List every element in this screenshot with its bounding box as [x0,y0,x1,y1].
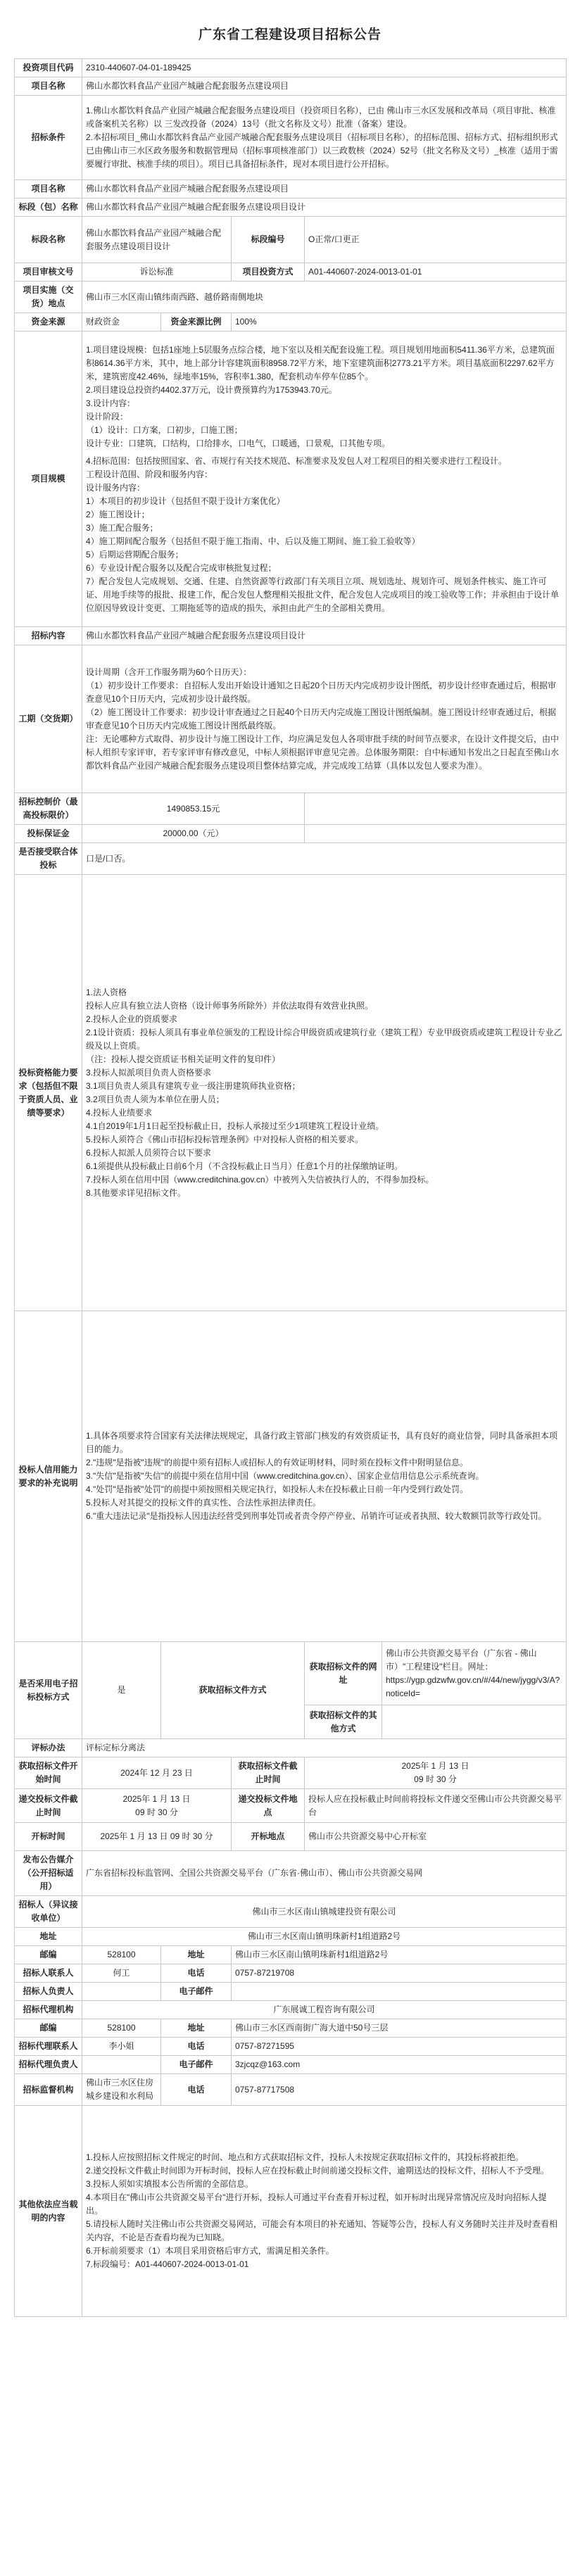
value-address: 佛山市三水区南山镇明珠新村1组道路2号 [82,1928,567,1946]
value-supervisor-phone: 0757-87717508 [232,2074,567,2106]
credit-req-line: 3."失信"是指被"失信"的前提中须在信用中国（www.creditchina.gov.cn）、国家企业信用信息公示系统查询。 [86,1471,484,1481]
label-consortium: 是否接受联合体投标 [15,843,82,875]
scale-line: 7）配合发包人完成规划、交通、住建、自然资源等行政部门有关项目立项、规划选址、规划许可、规划条件核实、施工许可证、用地手续等的报批、报建工作，配合发包人整理相关报批文件，配合发包人完成项目的竣工验收等工作；并承担由于设计单位原因导致设计变更、工期拖延等的造成的损失，承担由此产生的全部相关费用。 [86,576,560,613]
value-agency: 广东展诚工程咨询有限公司 [82,2001,567,2019]
row-bid-deadline [15,1789,567,1823]
label-section-code: 标段编号 [232,217,305,263]
bid-deadline-time: 09 时 30 分 [135,1807,178,1817]
label-agency-email: 电子邮件 [161,2056,232,2074]
other-line: 1.投标人应按照招标文件规定的时间、地点和方式获取招标文件，投标人未按规定获取招标文件的，其投标将被拒绝。 [86,2152,524,2162]
scale-line: 6）专业设计配合服务以及配合完成审核批复过程； [86,562,277,573]
label-principal: 招标人负责人 [15,1983,82,2001]
scale-line: 3.设计内容： [86,398,136,408]
period-line: 设计周期（含开工作服务期为60个日历天）： [86,667,252,677]
value-tenderee: 佛山市三水区南山镇城建投资有限公司 [82,1896,567,1928]
row-tenderee [15,1896,567,1928]
row-tender-name [15,198,567,217]
row-deposit [15,825,567,843]
value-conditions [82,96,567,180]
page-title: 广东省工程建设项目招标公告 [198,27,382,42]
value-agency-email: 3zjcqz@163.com [232,2056,567,2074]
row-eval-method [15,1739,567,1757]
credit-req-line: 1.具体各项要求符合国家有关法律法规规定，具备行政主管部门核发的有效资质证书，具有良好的商业信誉，同时具备承担本项目的能力。 [86,1431,558,1454]
value-principal [82,1983,161,2001]
scale-line: 2）施工图设计； [86,509,150,519]
value-agency-contact: 李小姐 [82,2038,161,2056]
label-address-2: 地址 [161,1946,232,1964]
value-bidder-req [82,875,567,1311]
row-supervisor [15,2074,567,2106]
bidder-req-line: 2.1设计资质：投标人须具有事业单位颁发的工程设计综合甲级资质或建筑行业（建筑工程）专业甲级资质或建筑工程设计专业乙级及以上资质。 [86,1027,562,1051]
value-credit-req [82,1311,567,1642]
row-e-bid-1 [15,1642,567,1705]
label-fund-source: 资金来源 [15,313,82,332]
label-agency-contact: 招标代理联系人 [15,2038,82,2056]
label-tenderee: 招标人（异议接收单位） [15,1896,82,1928]
label-email: 电子邮件 [161,1983,232,2001]
row-credit-req [15,1311,567,1642]
value-section-code: O正常/口更正 [305,217,567,263]
value-approval-type: A01-440607-2024-0013-01-01 [305,263,567,282]
bidder-req-line: 3.投标人拟派项目负责人资格要求 [86,1067,212,1078]
credit-req-line: 6."重大违法记录"是指投标人因违法经营受到刑事处罚或者责令停产停业、吊销许可证或者执照、较大数额罚款等行政处罚。 [86,1511,547,1521]
value-phone: 0757-87219708 [232,1964,567,1983]
value-control-price: 1490853.15元 [82,793,305,825]
bidder-req-line: （注：投标人提交资质证书相关证明文件的复印件） [86,1054,281,1064]
row-bidder-req [15,875,567,1311]
row-period [15,645,567,793]
scale-line: 1）本项目的初步设计（包括但不限于设计方案优化） [86,495,285,506]
other-line: 2.递交投标文件截止时间即为开标时间，投标人应在投标截止时间前递交投标文件，逾期送达的投标文件，招标人不予受理。 [86,2166,550,2176]
label-postcode: 邮编 [15,1946,82,1964]
label-control-price: 招标控制价（最高投标限价） [15,793,82,825]
row-publish-media [15,1851,567,1896]
value-supervisor: 佛山市三水区住房城乡建设和水利局 [82,2074,161,2106]
label-publish-media: 发布公告媒介（公开招标适用） [15,1851,82,1896]
value-eval-method: 评标定标分离法 [82,1739,567,1757]
value-bid-deadline [82,1789,232,1823]
bidder-req-line: 1.法人资格 [86,987,127,997]
label-supervisor-phone: 电话 [161,2074,232,2106]
value-fund-ratio: 100% [232,313,567,332]
scale-line: 1.项目建设规模：包括1座地上5层服务点综合楼，地下室以及相关配套设施工程。项目规划用地面积5411.36平方米，总建筑面积8614.36平方米，其中，地上部分计容建筑面积8958.72平方米，地下室建筑面积2773.21平方米。项目基底面积2297.62平方米，建筑密度42.46%，绿地率15%，容积率1.380，配套机动车停车位85个。 [86,344,555,381]
value-location: 佛山市三水区南山镇纬南西路、越侨路南侧地块 [82,282,567,313]
value-project-name: 佛山水都饮料食品产业园产城融合配套服务点建设项目 [82,77,567,96]
row-open [15,1823,567,1851]
label-open-time: 开标时间 [15,1823,82,1851]
bidder-req-line: 6.投标人拟派人员须符合以下要求 [86,1147,212,1158]
control-price-blank [305,793,567,825]
label-deposit: 投标保证金 [15,825,82,843]
value-period [82,645,567,793]
scale-line: 工程设计范围、阶段和服务内容： [86,469,213,479]
label-fund-ratio: 资金来源比例 [161,313,232,332]
label-contact: 招标人联系人 [15,1964,82,1983]
scale-line: 4）施工期间配合服务（包括但不限于施工指南、中、后以及施工期间、施工验工验收等） [86,536,420,546]
scale-line: 5）后期运营期配合服务； [86,549,184,560]
bidder-req-line: 4.1自2019年1月1日起至投标截止日，投标人承接过至少1项建筑工程设计业绩。 [86,1120,384,1131]
row-consortium [15,843,567,875]
value-e-bid-other [382,1705,567,1739]
period-line: （1）初步设计工作要求：自招标人发出开始设计通知之日起20个日历天内完成初步设计图纸，初步设计经审查通过后，根据审查意见10个日历天内，完成初步设计最终版。 [86,680,557,704]
credit-req-line: 4."处罚"是指被"处罚"的前提中须按照相关规定执行，如投标人未在投标截止日前一年内受到行政处罚。 [86,1484,469,1494]
row-doc-times [15,1757,567,1789]
value-agency-postcode: 528100 [82,2019,161,2038]
label-agency-address: 地址 [161,2019,232,2038]
value-doc-end [305,1757,567,1789]
value-address-2: 佛山市三水区南山镇明珠新村1组道路2号 [232,1946,567,1964]
label-other: 其他依法应当载明的内容 [15,2106,82,2317]
label-credit-req: 投标人信用能力要求的补充说明 [15,1311,82,1642]
label-section-name: 标段名称 [15,217,82,263]
label-location: 项目实施（交货）地点 [15,282,82,313]
label-bid-deadline: 递交投标文件截止时间 [15,1789,82,1823]
row-control-price [15,793,567,825]
bidder-req-line: 3.1项目负责人须具有建筑专业一级注册建筑师执业资格； [86,1080,301,1091]
label-project-name: 项目名称 [15,77,82,96]
row-approval [15,263,567,282]
value-fund-source: 财政资金 [82,313,161,332]
label-doc-end: 获取招标文件截止时间 [232,1757,305,1789]
period-line: （2）施工图设计工作要求：初步设计审查通过之日起40个日历天内完成施工图设计图纸编制。施工图设计经审查通过后，根据审查意见10个日历天内完成施工图设计图纸最终版。 [86,707,557,731]
bidder-req-line: 5.投标人须符合《佛山市招标投标管理条例》中对投标人资格的相关要求。 [86,1134,364,1144]
bidder-req-line: 8.其他要求详见招标文件。 [86,1187,187,1198]
conditions-line: 1.佛山水都饮料食品产业园产城融合配套服务点建设项目（投资项目名称），已由 佛山市三水区发展和改革局（项目审批、核准或备案机关名称）以 三发改投备（2024）13号（批文名称及文号）批准（备案）建设。 [86,106,556,129]
label-conditions: 招标条件 [15,96,82,180]
value-contact: 何工 [82,1964,161,1983]
value-e-bid: 是 [82,1642,161,1739]
value-doc-start: 2024年 12 月 23 日 [82,1757,232,1789]
row-agency [15,2001,567,2019]
bidder-req-line: 投标人应具有独立法人资格（设计师事务所除外）并依法取得有效营业执照。 [86,1000,374,1011]
label-approval-doc: 项目审核文号 [15,263,82,282]
scale-line: 3）施工配合服务； [86,522,158,533]
row-agency-principal [15,2056,567,2074]
row-contact [15,1964,567,1983]
value-email [232,1983,567,2001]
label-agency: 招标代理机构 [15,2001,82,2019]
row-location [15,282,567,313]
scale-line: 设计专业：口建筑，口结构，口给排水，口电气，口暖通，口景观，口其他专项。 [86,438,391,448]
scale-line: （1）设计：口方案，口初步，口施工图； [86,424,243,435]
value-tender-type-lab: 诉讼标准 [82,263,232,282]
value-tender-name: 佛山水都饮料食品产业园产城融合配套服务点建设项目设计 [82,198,567,217]
label-eval-method: 评标办法 [15,1739,82,1757]
label-scale: 项目规模 [15,332,82,627]
row-scale [15,332,567,627]
scale-line: 设计阶段： [86,411,129,422]
row-other [15,2106,567,2317]
other-line: 3.投标人须如实填报本公告所需的全部信息。 [86,2179,254,2189]
label-tender-name: 标段（包）名称 [15,198,82,217]
doc-end-date: 2025年 1 月 13 日 [401,1761,469,1771]
value-section-name: 佛山水都饮料食品产业园产城融合配套服务点建设项目设计 [82,217,232,263]
notice-table [14,58,567,2317]
label-e-bid-place-group: 获取招标文件方式 [161,1642,305,1739]
credit-req-line: 2."违规"是指被"违规"的前提中须有招标人或招标人的有效证明材料，同时须在投标文件中附明显信息。 [86,1458,469,1467]
label-open-place: 开标地点 [232,1823,305,1851]
bidder-req-line: 6.1须提供从投标截止日前6个月（不含投标截止日当月）任意1个月的社保缴纳证明。 [86,1161,403,1171]
value-project-full-name: 佛山水都饮料食品产业园产城融合配套服务点建设项目 [82,180,567,198]
row-agency-contact [15,2038,567,2056]
row-postcode [15,1946,567,1964]
label-e-bid: 是否采用电子招标投标方式 [15,1642,82,1739]
value-agency-address: 佛山市三水区西南街广海大道中50号三层 [232,2019,567,2038]
value-deposit: 20000.00（元） [82,825,305,843]
value-postcode: 528100 [82,1946,161,1964]
row-code [15,59,567,77]
credit-req-line: 5.投标人对其提交的投标文件的真实性、合法性承担法律责任。 [86,1498,322,1508]
value-scope: 佛山水都饮料食品产业园产城融合配套服务点建设项目设计 [82,627,567,645]
conditions-line: 2.本招标项目_佛山水都饮料食品产业园产城融合配套服务点建设项目（招标项目名称），的招标范围、招标方式、招标组织形式已由佛山市三水区政务服务和数据管理局（招标事项核准部门）以三政数核（2024）52号（批文名称及文号）_核准（适用于需要履行审批、核准手续的项目）。项目已具备招标条件，现对本项目进行公开招标。 [86,132,558,169]
value-e-bid-place[interactable] [382,1642,567,1705]
row-section [15,217,567,263]
row-project-name [15,77,567,96]
bid-deadline-date: 2025年 1 月 13 日 [122,1793,191,1804]
doc-end-time: 09 时 30 分 [414,1774,457,1784]
e-bid-place-link[interactable]: 佛山市公共资源交易平台（广东省 - 佛山市）"工程建设"栏目。网址：https://ygp.gdzwfw.gov.cn/#/44/new/jygg/v3/A?noticeId= [386,1648,560,1698]
bidder-req-line: 7.投标人须在信用中国（www.creditchina.gov.cn）中被列入失信被执行人的，不得参加投标。 [86,1174,434,1185]
label-supervisor: 招标监督机构 [15,2074,82,2106]
value-agency-principal [82,2056,161,2074]
label-scope: 招标内容 [15,627,82,645]
value-code: 2310-440607-04-01-189425 [82,59,567,77]
bidder-req-line: 2.投标人企业的资质要求 [86,1014,178,1024]
row-project-full-name [15,180,567,198]
other-line: 5.请投标人随时关注佛山市公共资源交易网站，可能会有本项目的补充通知、答疑等公告，投标人有义务随时关注并及时查看相关内容，不论是否查看均视为已知晓。 [86,2219,558,2242]
value-consortium: 口是/口否。 [82,843,567,875]
label-code: 投资项目代码 [15,59,82,77]
label-doc-start: 获取招标文件开始时间 [15,1757,82,1789]
label-e-bid-other: 获取招标文件的其他方式 [305,1705,382,1739]
scale-line: 2.项目建设总投资约4402.37万元，设计费预算约为1753943.70元。 [86,384,337,395]
row-agency-address [15,2019,567,2038]
label-agency-postcode: 邮编 [15,2019,82,2038]
notice-page [14,0,566,2317]
value-publish-media: 广东省招标投标监管网、全国公共资源交易平台（广东省·佛山市）、佛山市公共资源交易网 [82,1851,567,1896]
period-line: 注：无论哪种方式取得、初步设计与施工图设计工作，均应满足发包人各项审批手续的时间节点要求，在设计文件提交后，由中标人组织专家评审，若专家评审有修改意见，中标人须根据评审意见完善。总体服务期限：自中标通知书发出之日起直至佛山水都饮料食品产业园产城融合配套服务点建设项目整体结算完成，并完成竣工结算（具体以发包人要求为准）。 [86,733,560,771]
row-scope [15,627,567,645]
label-agency-phone: 电话 [161,2038,232,2056]
other-line: 6.开标前须要求（1）本项目采用资格后审方式，需满足相关条件。 [86,2246,334,2256]
value-open-time: 2025年 1 月 13 日 09 时 30 分 [82,1823,232,1851]
value-agency-phone: 0757-87271595 [232,2038,567,2056]
value-scale [82,332,567,627]
label-agency-principal: 招标代理负责人 [15,2056,82,2074]
row-fund [15,313,567,332]
bidder-req-line: 4.投标人业绩要求 [86,1107,153,1118]
label-bid-place: 递交投标文件地点 [232,1789,305,1823]
scale-line: 4.招标范围：包括按照国家、省、市规行有关技术规范、标准要求及发包人对工程项目的相关要求进行工程设计。 [86,455,508,466]
label-phone: 电话 [161,1964,232,1983]
other-line: 7.标段编号：A01-440607-2024-0013-01-01 [86,2259,249,2269]
value-other [82,2106,567,2317]
row-address [15,1928,567,1946]
label-bidder-req: 投标资格能力要求（包括但不限于资质人员、业绩等要求） [15,875,82,1311]
label-e-bid-place: 获取招标文件的网址 [305,1642,382,1705]
label-project-full-name: 项目名称 [15,180,82,198]
label-approval-type: 项目投资方式 [232,263,305,282]
row-principal [15,1983,567,2001]
other-line: 4.本项目在"佛山市公共资源交易平台"进行开标，投标人可通过平台查看开标过程，如开标时出现异常情况应及时向招标人提出。 [86,2192,547,2216]
row-conditions [15,96,567,180]
bidder-req-line: 3.2项目负责人须为本单位在册人员； [86,1094,225,1104]
scale-line: 设计服务内容： [86,482,146,493]
deposit-blank [305,825,567,843]
label-address: 地址 [15,1928,82,1946]
value-bid-place: 投标人应在投标截止时间前将投标文件递交至佛山市公共资源交易平台 [305,1789,567,1823]
label-period: 工期（交货期） [15,645,82,793]
value-open-place: 佛山市公共资源交易中心开标室 [305,1823,567,1851]
